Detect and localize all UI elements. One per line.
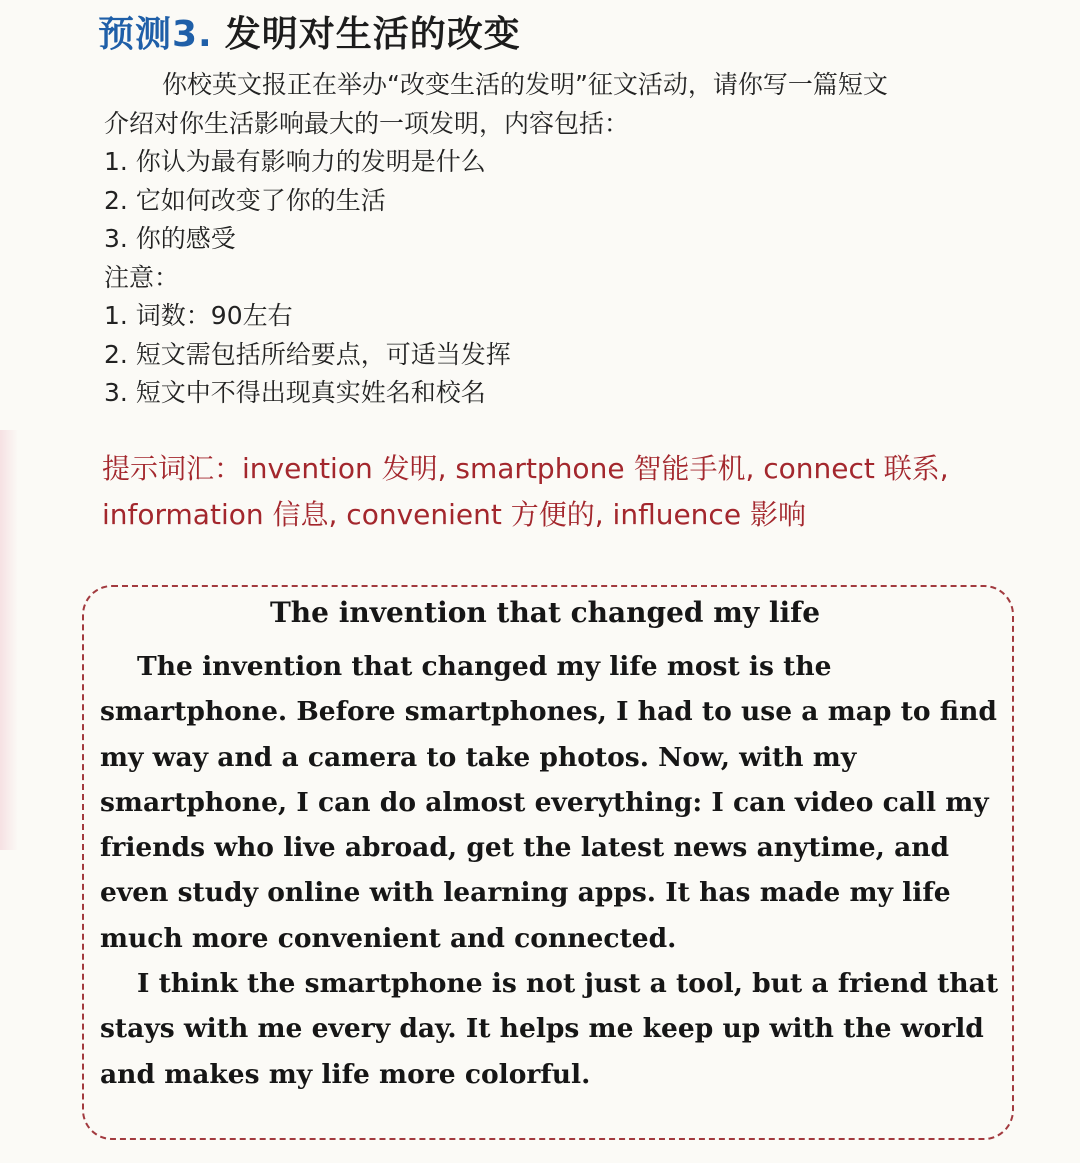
vocabulary-hint: 提示词汇：invention 发明, smartphone 智能手机, connect 联系, information 信息, convenient 方便的, influence 影响 [102,452,949,531]
content-point: 1. 你认为最有影响力的发明是什么 [104,147,486,176]
exercise-topic: 发明对生活的改变 [224,14,521,55]
prompt-intro-line-1: 你校英文报正在举办“改变生活的发明”征文活动，请你写一篇短文 [162,70,888,99]
note-item: 3. 短文中不得出现真实姓名和校名 [104,378,486,407]
note-item: 2. 短文需包括所给要点，可适当发挥 [104,339,511,369]
content-point: 3. 你的感受 [104,224,236,253]
essay-paragraph-1: The invention that changed my life most is the smartphone. Before smartphones, I had to use a map to find my way and a camera to take photos. Now, with my smartphone, I can do almost everything: I can video call my friends who live abroad, get the latest news anytime, and even study online with learning apps. It has made my life much more convenient and connected. [100,651,997,954]
essay-title: The invention that changed my life [269,596,821,629]
page-title [98,6,521,57]
page-edge-tint [0,430,18,850]
essay-paragraph-2: I think the smartphone is not just a tool, but a friend that stays with me every day. It helps me keep up with the world and makes my life more colorful. [100,968,999,1090]
prompt-intro-line-2: 介绍对你生活影响最大的一项发明，内容包括： [104,108,630,138]
note-item: 1. 词数：90左右 [104,301,293,330]
writing-prompt [104,66,1004,413]
content-point: 2. 它如何改变了你的生活 [104,185,386,215]
notes-label: 注意： [104,262,180,292]
exercise-number: 预测3. [98,14,213,55]
sample-essay [100,590,1010,1097]
